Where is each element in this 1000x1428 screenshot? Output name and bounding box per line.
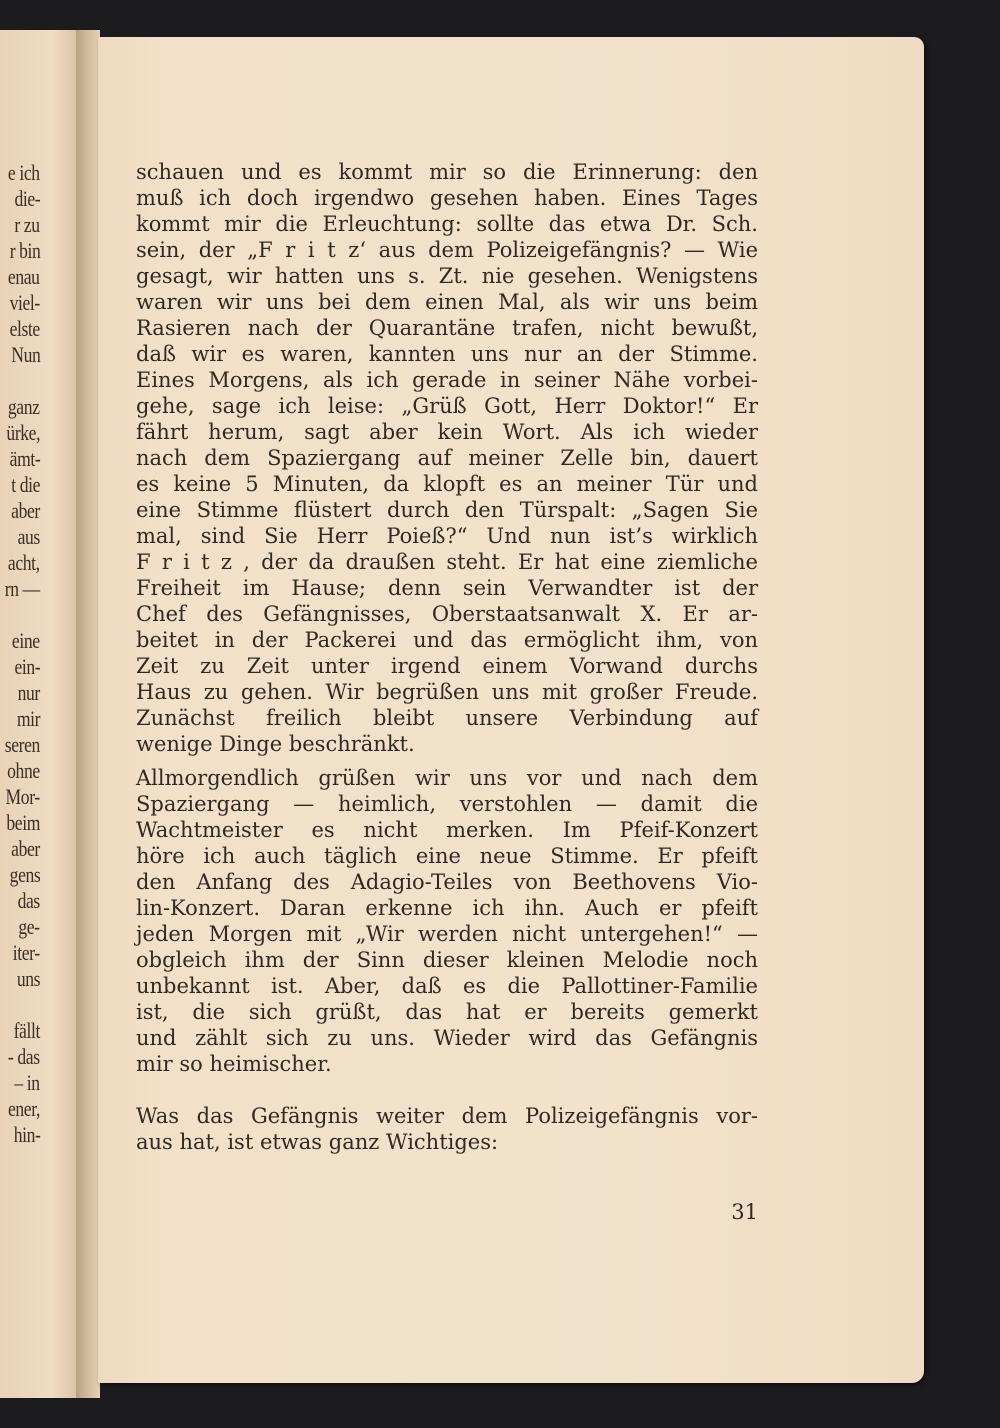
text-line: mal, sind Sie Herr Poieß?“ Und nun ist’s wirklich	[136, 524, 758, 548]
facing-page	[0, 30, 88, 1398]
facing-page-line: – in	[14, 1070, 40, 1095]
text-line: Freiheit im Hause; denn sein Verwandter ist der	[136, 576, 758, 600]
text-line: jeden Morgen mit „Wir werden nicht untergehen!“ —	[136, 922, 758, 946]
paragraph-2	[136, 765, 758, 1077]
facing-page-line: ämt-	[9, 446, 40, 471]
facing-page-line: gens	[9, 862, 40, 887]
facing-page-line: ganz	[8, 394, 40, 419]
text-line: aus hat, ist etwas ganz Wichtiges:	[136, 1130, 499, 1154]
facing-page-line: das	[17, 888, 40, 913]
facing-page-line: - das	[8, 1044, 40, 1069]
facing-page-line: ürke,	[6, 420, 40, 445]
book-page	[98, 37, 924, 1383]
text-line: Was das Gefängnis weiter dem Polizeigefängnis vor-	[136, 1104, 758, 1128]
text-line: Spaziergang — heimlich, verstohlen — damit die	[136, 792, 758, 816]
facing-page-line: beim	[6, 810, 40, 835]
facing-page-line: mir	[16, 706, 40, 731]
facing-page-line: die-	[14, 186, 40, 211]
text-line: fährt herum, sagt aber kein Wort. Als ich wieder	[136, 420, 758, 444]
facing-page-line: aus	[17, 524, 40, 549]
text-line: mir so heimischer.	[136, 1052, 332, 1076]
facing-page-line: t die	[11, 472, 40, 497]
text-line: es keine 5 Minuten, da klopft es an meiner Tür und	[136, 472, 758, 496]
text-line: Zeit zu Zeit unter irgend einem Vorwand durchs	[136, 654, 758, 678]
facing-page-line: Mor-	[5, 784, 40, 809]
facing-page-line: nur	[17, 680, 40, 705]
text-line: gehe, sage ich leise: „Grüß Gott, Herr Doktor!“ Er	[136, 394, 758, 418]
facing-page-line: ge-	[18, 914, 40, 939]
page-text	[136, 159, 758, 1155]
paragraph-3	[136, 1103, 758, 1155]
facing-page-line: iter-	[13, 940, 40, 965]
text-line: Haus zu gehen. Wir begrüßen uns mit großer Freude.	[136, 680, 758, 704]
text-line: höre ich auch täglich eine neue Stimme. Er pfeift	[136, 844, 758, 868]
text-line: obgleich ihm der Sinn dieser kleinen Melodie noch	[136, 948, 758, 972]
text-line: Zunächst freilich bleibt unsere Verbindung auf	[136, 706, 758, 730]
facing-page-line: ener,	[8, 1096, 40, 1121]
text-line: waren wir uns bei dem einen Mal, als wir uns beim	[136, 290, 758, 314]
text-line: und zählt sich zu uns. Wieder wird das Gefängnis	[136, 1026, 758, 1050]
facing-page-line: uns	[16, 966, 40, 991]
facing-page-line: fällt	[13, 1018, 40, 1043]
facing-page-line: elste	[9, 316, 40, 341]
text-line: beitet in der Packerei und das ermöglicht ihm, von	[136, 628, 758, 652]
text-line: schauen und es kommt mir so die Erinnerung: den	[136, 160, 758, 184]
facing-page-line: e ich	[8, 160, 40, 185]
facing-page-line: aber	[11, 836, 40, 861]
facing-page-line: ohne	[7, 758, 40, 783]
book-gutter	[76, 30, 100, 1398]
facing-page-line: r bin	[9, 238, 40, 263]
facing-page-line: enau	[8, 264, 40, 289]
facing-page-line: r zu	[14, 212, 40, 237]
text-line: Eines Morgens, als ich gerade in seiner Nähe vorbei-	[136, 368, 758, 392]
facing-page-line: acht,	[8, 550, 40, 575]
text-line: F r i t z , der da draußen steht. Er hat eine ziemliche	[136, 550, 758, 574]
text-line: sein, der „F r i t z‘ aus dem Polizeigefängnis? — Wie	[136, 238, 758, 262]
facing-page-line: ein-	[14, 654, 40, 679]
text-line: eine Stimme flüstert durch den Türspalt: „Sagen Sie	[136, 498, 758, 522]
text-line: unbekannt ist. Aber, daß es die Pallottiner-Familie	[136, 974, 758, 998]
facing-page-line: eine	[12, 628, 40, 653]
facing-page-line: viel-	[9, 290, 40, 315]
text-line: Wachtmeister es nicht merken. Im Pfeif-Konzert	[136, 818, 758, 842]
text-line: nach dem Spaziergang auf meiner Zelle bin, dauert	[136, 446, 758, 470]
text-line: muß ich doch irgendwo gesehen haben. Eines Tages	[136, 186, 758, 210]
facing-page-line: rn —	[4, 576, 40, 601]
text-line: den Anfang des Adagio-Teiles von Beethovens Vio-	[136, 870, 758, 894]
page-number: 31	[731, 1200, 758, 1224]
text-line: Allmorgendlich grüßen wir uns vor und nach dem	[136, 766, 758, 790]
text-line: gesagt, wir hatten uns s. Zt. nie gesehen. Wenigstens	[136, 264, 758, 288]
text-line: Chef des Gefängnisses, Oberstaatsanwalt X. Er ar-	[136, 602, 758, 626]
text-line: ist, die sich grüßt, das hat er bereits gemerkt	[136, 1000, 758, 1024]
facing-page-line: seren	[4, 732, 40, 757]
facing-page-line: aber	[11, 498, 40, 523]
text-line: wenige Dinge beschränkt.	[136, 732, 415, 756]
text-line: lin-Konzert. Daran erkenne ich ihn. Auch er pfeift	[136, 896, 758, 920]
text-line: kommt mir die Erleuchtung: sollte das etwa Dr. Sch.	[136, 212, 758, 236]
paragraph-1	[136, 159, 758, 757]
text-line: daß wir es waren, kannten uns nur an der Stimme.	[136, 342, 758, 366]
text-line: Rasieren nach der Quarantäne trafen, nicht bewußt,	[136, 316, 758, 340]
facing-page-line: hin-	[13, 1122, 40, 1147]
facing-page-line: Nun	[10, 342, 40, 367]
